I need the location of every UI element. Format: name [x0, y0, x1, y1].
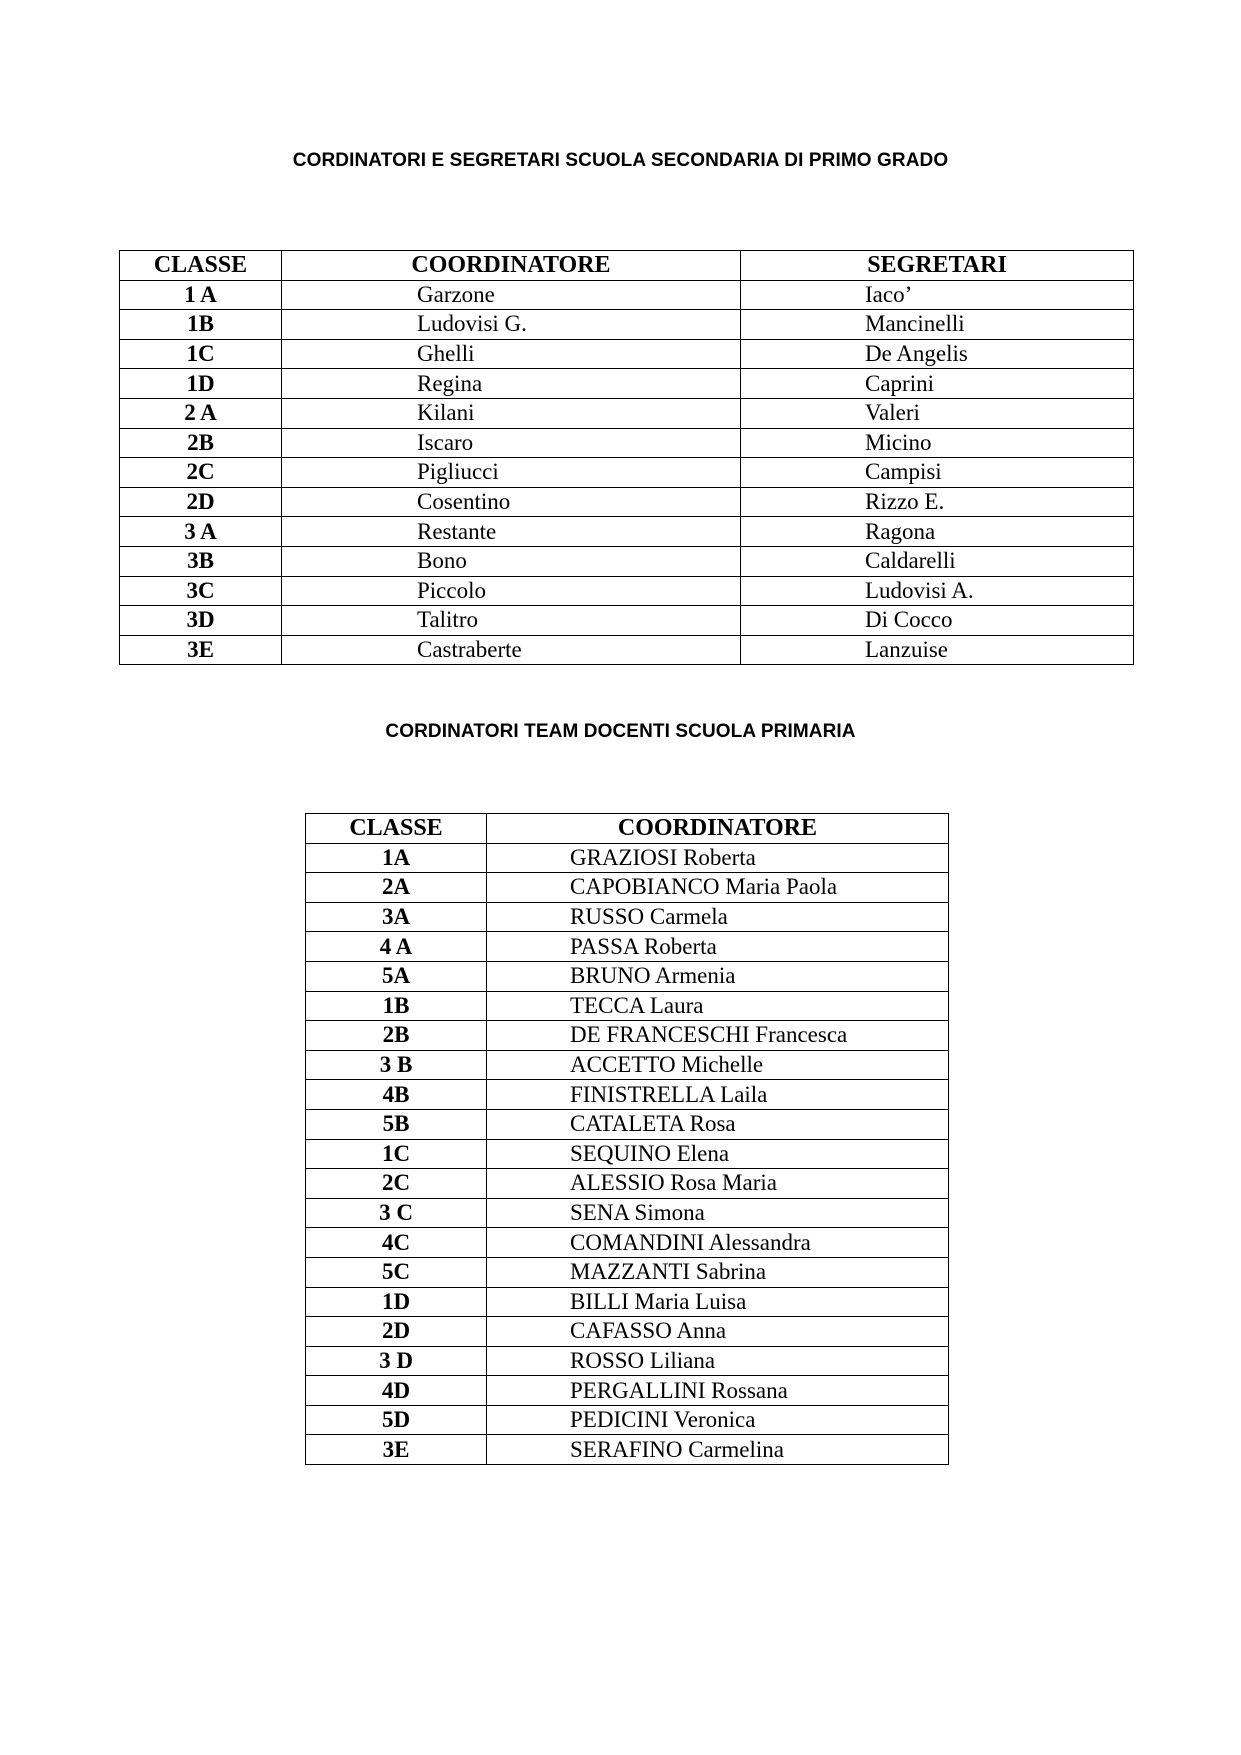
table-row	[120, 428, 1134, 458]
coordinatore-cell: TECCA Laura	[487, 991, 949, 1021]
segretario-cell: Di Cocco	[741, 606, 1134, 636]
table-row	[120, 487, 1134, 517]
segretario-cell: Iaco’	[741, 280, 1134, 310]
classe-cell: 2D	[306, 1317, 487, 1347]
table-row	[306, 1287, 949, 1317]
classe-cell: 5A	[306, 961, 487, 991]
table-row	[306, 1435, 949, 1465]
table-row	[120, 606, 1134, 636]
classe-cell: 3 B	[306, 1050, 487, 1080]
table-row	[120, 517, 1134, 547]
segretario-cell: Ragona	[741, 517, 1134, 547]
coordinatore-cell: ROSSO Liliana	[487, 1346, 949, 1376]
classe-cell: 1 A	[120, 280, 282, 310]
table-row	[306, 1169, 949, 1199]
table-row	[120, 280, 1134, 310]
coordinatore-cell: SENA Simona	[487, 1198, 949, 1228]
classe-cell: 4B	[306, 1080, 487, 1110]
classe-cell: 3 D	[306, 1346, 487, 1376]
coordinatore-cell: Talitro	[282, 606, 741, 636]
coordinatore-cell: PEDICINI Veronica	[487, 1405, 949, 1435]
coordinatore-cell: GRAZIOSI Roberta	[487, 843, 949, 873]
classe-cell: 2A	[306, 873, 487, 903]
segretario-cell: Rizzo E.	[741, 487, 1134, 517]
coordinatore-cell: CAFASSO Anna	[487, 1317, 949, 1347]
header-classe: CLASSE	[306, 814, 487, 844]
classe-cell: 2B	[306, 1021, 487, 1051]
coordinatore-cell: FINISTRELLA Laila	[487, 1080, 949, 1110]
table-row	[120, 635, 1134, 665]
coordinatore-cell: Cosentino	[282, 487, 741, 517]
table-header-row	[306, 814, 949, 844]
coordinatore-cell: ACCETTO Michelle	[487, 1050, 949, 1080]
table-row	[306, 1257, 949, 1287]
header-coordinatore: COORDINATORE	[282, 251, 741, 281]
table-row	[120, 310, 1134, 340]
table-row	[306, 902, 949, 932]
coordinatore-cell: ALESSIO Rosa Maria	[487, 1169, 949, 1199]
segretario-cell: Caldarelli	[741, 546, 1134, 576]
classe-cell: 1A	[306, 843, 487, 873]
coordinatore-cell: Regina	[282, 369, 741, 399]
classe-cell: 1B	[120, 310, 282, 340]
coordinatore-cell: RUSSO Carmela	[487, 902, 949, 932]
table-row	[306, 1109, 949, 1139]
coordinatore-cell: BILLI Maria Luisa	[487, 1287, 949, 1317]
coordinatore-cell: PASSA Roberta	[487, 932, 949, 962]
table-row	[306, 1021, 949, 1051]
table-row	[306, 1228, 949, 1258]
segretario-cell: Valeri	[741, 398, 1134, 428]
table-row	[120, 458, 1134, 488]
secondary-title: CORDINATORI E SEGRETARI SCUOLA SECONDARIA DI PRIMO GRADO	[292, 150, 949, 171]
table-row	[120, 546, 1134, 576]
table-row	[120, 576, 1134, 606]
classe-cell: 3 C	[306, 1198, 487, 1228]
table-row	[306, 843, 949, 873]
classe-cell: 2C	[120, 458, 282, 488]
classe-cell: 3D	[120, 606, 282, 636]
table-row	[306, 1317, 949, 1347]
table-row	[120, 339, 1134, 369]
coordinatore-cell: Ludovisi G.	[282, 310, 741, 340]
header-segretari: SEGRETARI	[741, 251, 1134, 281]
table-row	[306, 1139, 949, 1169]
coordinatore-cell: Bono	[282, 546, 741, 576]
coordinatore-cell: Kilani	[282, 398, 741, 428]
classe-cell: 1B	[306, 991, 487, 1021]
segretario-cell: Caprini	[741, 369, 1134, 399]
classe-cell: 4D	[306, 1376, 487, 1406]
table-header-row	[120, 251, 1134, 281]
coordinatore-cell: Pigliucci	[282, 458, 741, 488]
classe-cell: 3C	[120, 576, 282, 606]
table-row	[306, 932, 949, 962]
classe-cell: 3E	[120, 635, 282, 665]
classe-cell: 1D	[306, 1287, 487, 1317]
coordinatore-cell: Garzone	[282, 280, 741, 310]
classe-cell: 5C	[306, 1257, 487, 1287]
classe-cell: 2B	[120, 428, 282, 458]
primary-title: CORDINATORI TEAM DOCENTI SCUOLA PRIMARIA	[385, 721, 856, 742]
coordinatore-cell: SERAFINO Carmelina	[487, 1435, 949, 1465]
classe-cell: 4 A	[306, 932, 487, 962]
coordinatore-cell: DE FRANCESCHI Francesca	[487, 1021, 949, 1051]
coordinatore-cell: CATALETA Rosa	[487, 1109, 949, 1139]
primary-table	[305, 813, 949, 1465]
classe-cell: 1C	[306, 1139, 487, 1169]
table-row	[306, 1346, 949, 1376]
table-row	[306, 1050, 949, 1080]
secondary-table	[119, 250, 1134, 665]
table-row	[306, 1376, 949, 1406]
classe-cell: 3B	[120, 546, 282, 576]
coordinatore-cell: Piccolo	[282, 576, 741, 606]
segretario-cell: Campisi	[741, 458, 1134, 488]
table-row	[120, 369, 1134, 399]
coordinatore-cell: Iscaro	[282, 428, 741, 458]
segretario-cell: Lanzuise	[741, 635, 1134, 665]
segretario-cell: Mancinelli	[741, 310, 1134, 340]
coordinatore-cell: COMANDINI Alessandra	[487, 1228, 949, 1258]
classe-cell: 2 A	[120, 398, 282, 428]
classe-cell: 2C	[306, 1169, 487, 1199]
coordinatore-cell: MAZZANTI Sabrina	[487, 1257, 949, 1287]
classe-cell: 1D	[120, 369, 282, 399]
classe-cell: 2D	[120, 487, 282, 517]
table-row	[306, 961, 949, 991]
segretario-cell: Micino	[741, 428, 1134, 458]
table-row	[120, 398, 1134, 428]
coordinatore-cell: SEQUINO Elena	[487, 1139, 949, 1169]
table-row	[306, 1405, 949, 1435]
classe-cell: 1C	[120, 339, 282, 369]
coordinatore-cell: PERGALLINI Rossana	[487, 1376, 949, 1406]
classe-cell: 3A	[306, 902, 487, 932]
coordinatore-cell: BRUNO Armenia	[487, 961, 949, 991]
table-row	[306, 1080, 949, 1110]
classe-cell: 3E	[306, 1435, 487, 1465]
coordinatore-cell: Ghelli	[282, 339, 741, 369]
coordinatore-cell: Restante	[282, 517, 741, 547]
classe-cell: 5B	[306, 1109, 487, 1139]
coordinatore-cell: Castraberte	[282, 635, 741, 665]
table-row	[306, 873, 949, 903]
segretario-cell: De Angelis	[741, 339, 1134, 369]
header-classe: CLASSE	[120, 251, 282, 281]
segretario-cell: Ludovisi A.	[741, 576, 1134, 606]
classe-cell: 3 A	[120, 517, 282, 547]
table-row	[306, 991, 949, 1021]
classe-cell: 5D	[306, 1405, 487, 1435]
table-row	[306, 1198, 949, 1228]
header-coordinatore: COORDINATORE	[487, 814, 949, 844]
coordinatore-cell: CAPOBIANCO Maria Paola	[487, 873, 949, 903]
classe-cell: 4C	[306, 1228, 487, 1258]
